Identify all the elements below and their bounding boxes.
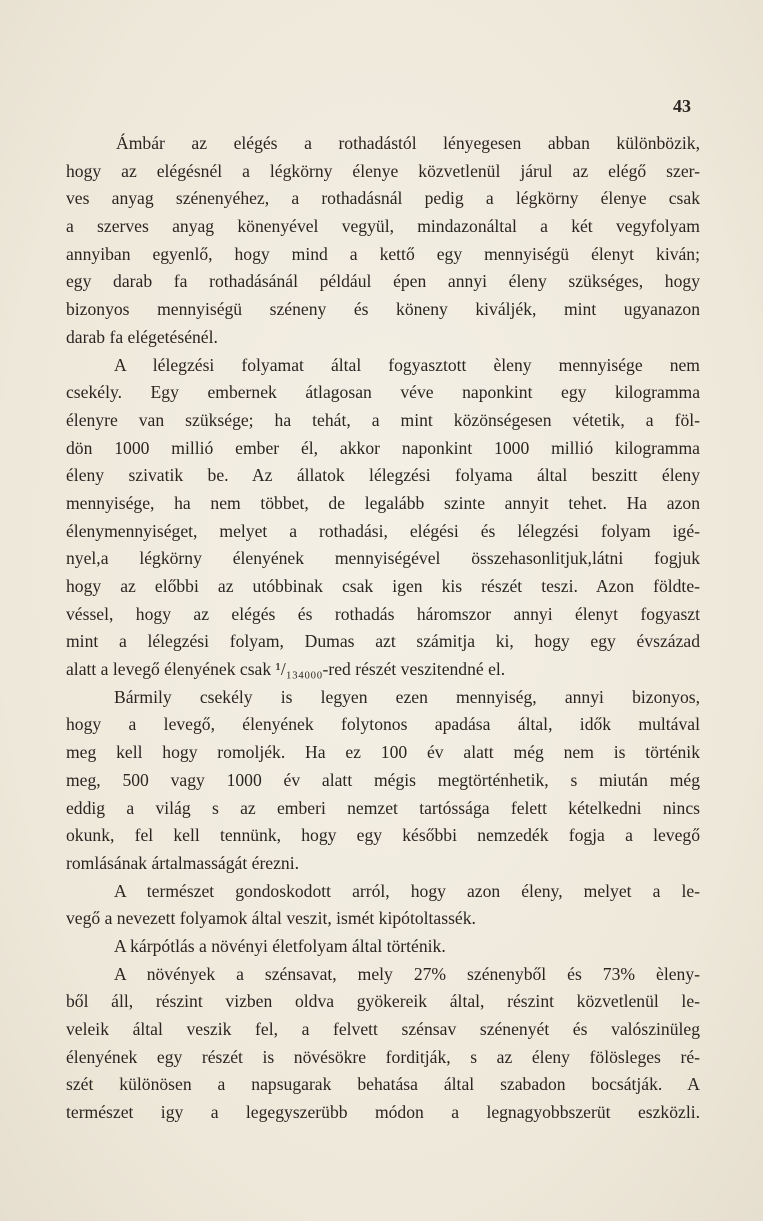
text-line: élenyének egy részét is növésökre forditják, s az éleny fölösleges ré- [66, 1046, 700, 1067]
text-line: Ámbár az elégés a rothadástól lényegesen abban különbözik, [116, 133, 700, 153]
text-line: hogy az elégésnél a légkörny élenye közvetlenül járul az elégő szer- [66, 160, 700, 181]
text-line: darab fa elégetésénél. [66, 326, 218, 347]
text-line: annyiban egyenlő, hogy mind a kettő egy mennyiségü élenyt kiván; [66, 243, 700, 264]
text-line: meg, 500 vagy 1000 év alatt mégis megtörténhetik, s miután még [66, 769, 700, 790]
paragraph [66, 933, 700, 961]
text-line: természet igy a legegyszerübb módon a legnagyobbszerüt eszközli. [66, 1102, 700, 1123]
text-line: ves anyag szénenyéhez, a rothadásnál pedig a légkörny élenye csak [66, 188, 700, 209]
body-text [66, 130, 700, 1127]
paragraph [66, 878, 700, 933]
text-line: bizonyos mennyiségü széneny és köneny kiváljék, mint ugyanazon [66, 299, 700, 320]
text-line: hogy az előbbi az utóbbinak csak igen kis részét teszi. Azon földte- [66, 576, 700, 596]
text-line: romlásának ártalmasságát érezni. [66, 852, 300, 873]
text-line: hogy a levegő, élenyének folytonos apadása által, idők multával [66, 714, 700, 735]
paragraph [66, 684, 700, 878]
text-line: éleny szivatik be. Az állatok lélegzési folyama által beszitt éleny [66, 465, 700, 486]
paragraph [66, 130, 700, 352]
text-line: véssel, hogy az elégés és rothadás háromszor annyi élenyt fogyaszt [66, 603, 700, 624]
text-line: szét különösen a napsugarak behatása által szabadon bocsátják. A [66, 1074, 700, 1095]
text-line: A lélegzési folyamat által fogyasztott èleny mennyisége nem [114, 354, 700, 375]
text-line: élenymennyiséget, melyet a rothadási, elégési és lélegzési folyam igé- [66, 520, 700, 541]
text-line: mint a lélegzési folyam, Dumas azt számitja ki, hogy egy évszázad [66, 631, 700, 652]
paragraph [66, 352, 700, 684]
text-line: a szerves anyag könenyével vegyül, mindazonáltal a két vegyfolyam [66, 216, 700, 237]
paragraph [66, 961, 700, 1127]
text-line: egy darab fa rothadásánál például épen annyi éleny szükséges, hogy [66, 271, 700, 292]
text-line: ből áll, részint vizben oldva gyökereik által, részint közvetlenül le- [66, 991, 700, 1012]
text-line: A kárpótlás a növényi életfolyam által történik. [114, 935, 446, 956]
text-line: meg kell hogy romoljék. Ha ez 100 év alatt még nem is történik [66, 742, 700, 763]
text-line: alatt a levegő élenyének csak ¹/₁₃₄₀₀₀-red részét veszitendné el. [66, 659, 506, 680]
text-line: vegő a nevezett folyamok által veszit, ismét kipótoltassék. [66, 908, 476, 929]
text-line: eddig a világ s az emberi nemzet tartóssága felett kételkedni nincs [66, 797, 700, 818]
text-line: nyel,a légkörny élenyének mennyiségével összehasonlitjuk,látni fogjuk [66, 548, 700, 569]
text-line: okunk, fel kell tennünk, hogy egy későbbi nemzedék fogja a levegő [66, 825, 700, 846]
text-line: élenyre van szüksége; ha tehát, a mint közönségesen vétetik, a föl- [66, 409, 700, 430]
text-line: A növények a szénsavat, mely 27% szénenyből és 73% èleny- [114, 963, 700, 984]
text-line: dön 1000 millió ember él, akkor naponkint 1000 millió kilogramma [66, 437, 700, 458]
text-line: Bármily csekély is legyen ezen mennyiség, annyi bizonyos, [114, 686, 700, 707]
text-line: csekély. Egy embernek átlagosan véve naponkint egy kilogramma [66, 382, 700, 403]
text-line: A természet gondoskodott arról, hogy azon éleny, melyet a le- [114, 880, 700, 901]
page-number: 43 [673, 96, 691, 116]
text-line: veleik által veszik fel, a felvett szénsav szénenyét és valószinüleg [66, 1019, 700, 1039]
text-line: mennyisége, ha nem többet, de legalább szinte annyit tehet. Ha azon [66, 492, 700, 513]
